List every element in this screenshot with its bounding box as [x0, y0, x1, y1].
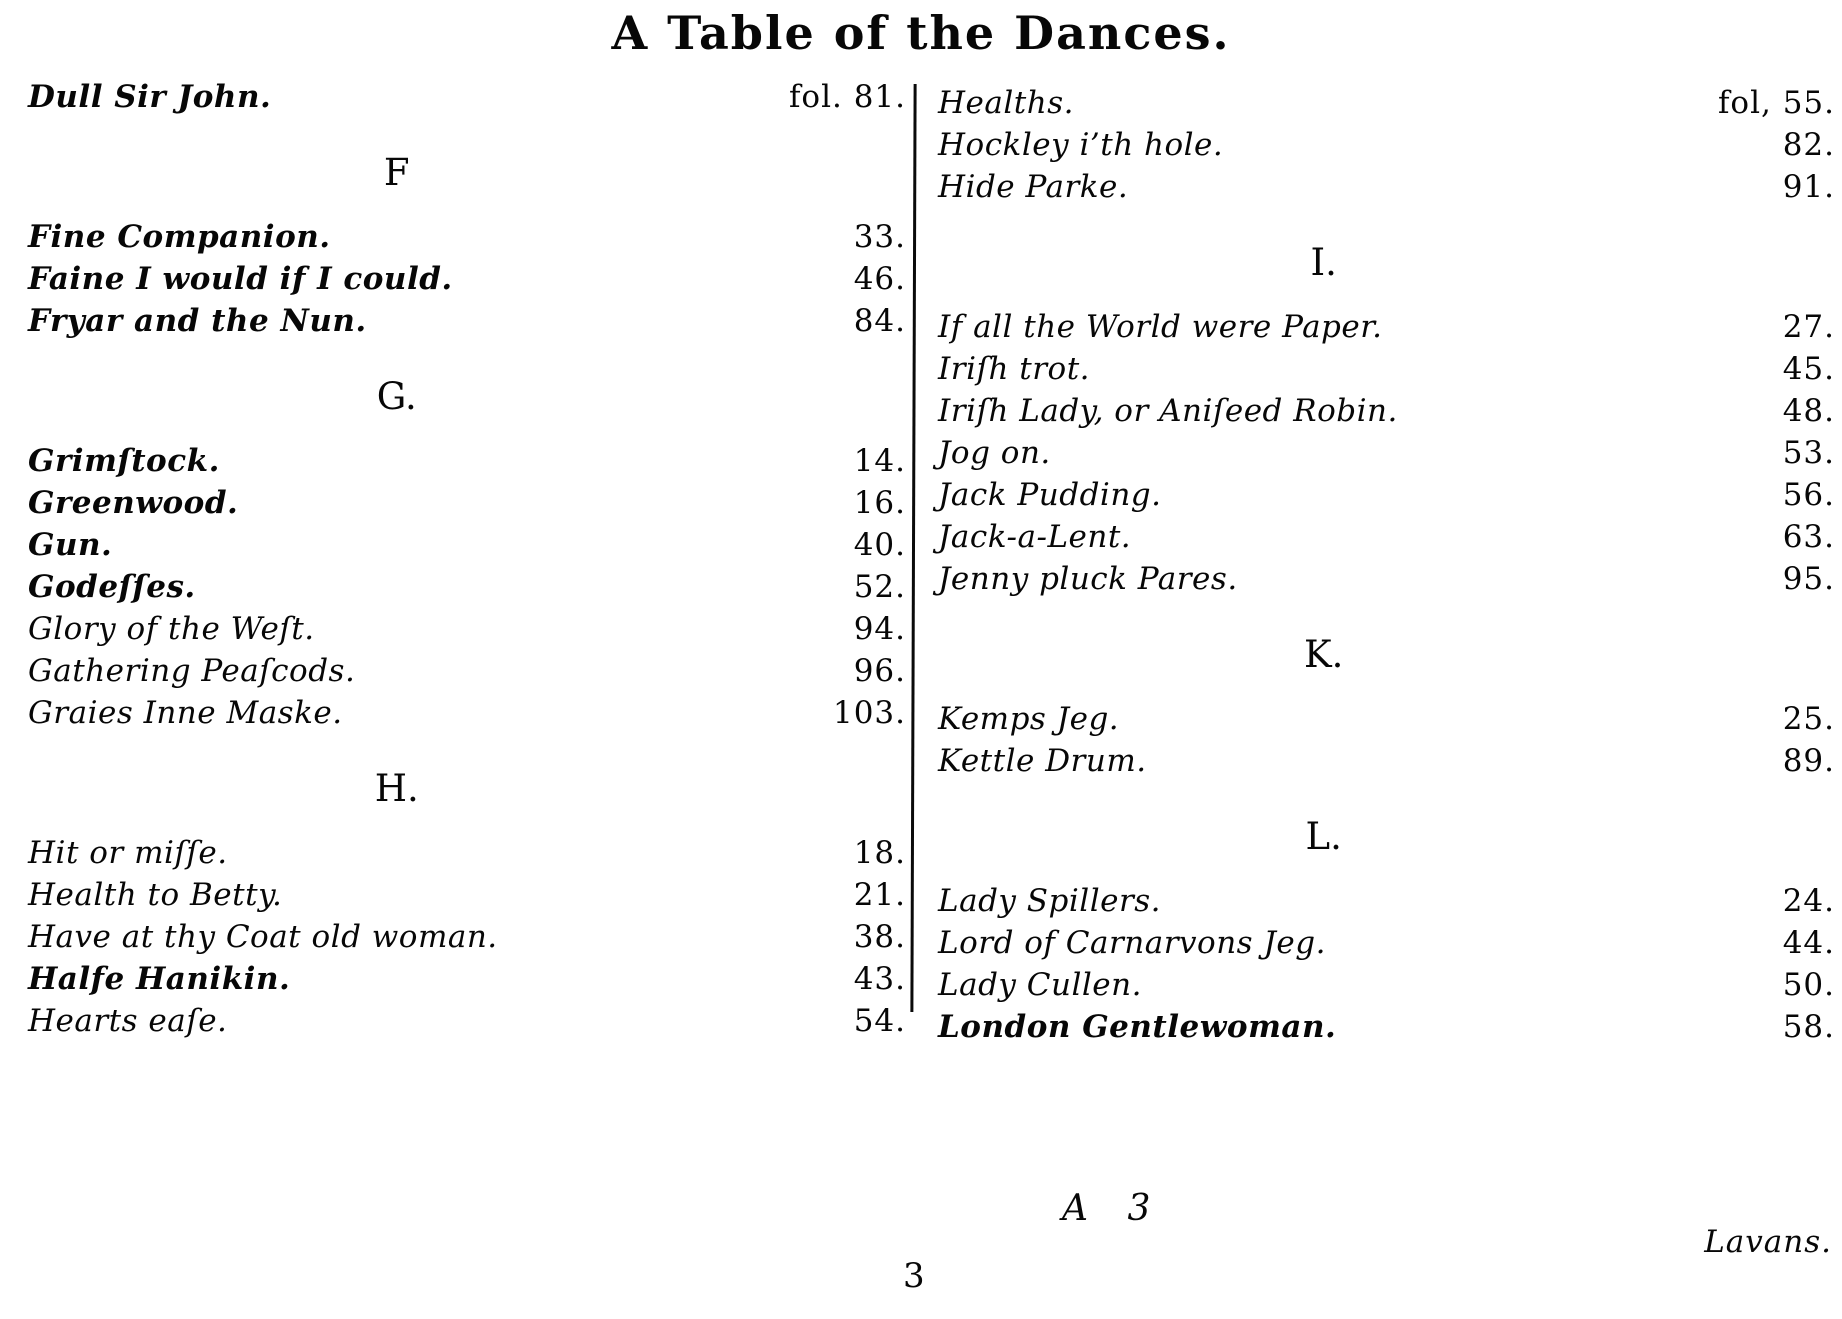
table-row	[28, 258, 906, 300]
dance-name: Jack Pudding.	[938, 477, 1162, 513]
dance-name: Hide Parke.	[938, 169, 1129, 205]
table-row	[938, 124, 1835, 166]
table-row	[28, 650, 906, 692]
dance-name: If all the World were Paper.	[938, 309, 1383, 345]
dance-name: Iriſh Lady, or Aniſeed Robin.	[938, 393, 1398, 429]
catchword: Lavans.	[1704, 1224, 1832, 1260]
left-column	[28, 70, 906, 1042]
section-letter: L.	[1305, 815, 1342, 858]
table-row	[938, 432, 1835, 474]
folio-number: 14.	[853, 443, 906, 479]
folio-number: 40.	[853, 527, 906, 563]
dance-name: Healths.	[938, 85, 1074, 121]
folio-number: 24.	[1782, 883, 1835, 919]
dance-name: Hearts eaſe.	[28, 1003, 228, 1039]
dance-name: Jog on.	[938, 435, 1051, 471]
folio-number: 45.	[1782, 351, 1835, 387]
table-row	[938, 348, 1835, 390]
table-row	[28, 832, 906, 874]
dance-name: Kemps Jeg.	[938, 701, 1120, 737]
folio-number: 82.	[1782, 127, 1835, 163]
table-row	[28, 608, 906, 650]
dance-name: Faine I would if I could.	[28, 261, 453, 297]
table-row	[938, 698, 1835, 740]
folio-number: 25.	[1782, 701, 1835, 737]
table-row	[28, 566, 906, 608]
section-letter: K.	[1304, 633, 1344, 676]
folio-number: 95.	[1782, 561, 1835, 597]
folio-number: 96.	[853, 653, 906, 689]
folio-number: 89.	[1782, 743, 1835, 779]
dance-name: Lady Spillers.	[938, 883, 1162, 919]
page-number: 3	[903, 1256, 925, 1296]
right-column	[938, 70, 1835, 1048]
folio-number: 16.	[853, 485, 906, 521]
folio-number: 94.	[853, 611, 906, 647]
folio-number: 91.	[1782, 169, 1835, 205]
section-letter: I.	[1310, 241, 1337, 284]
folio-number: 54.	[853, 1003, 906, 1039]
folio-number: 53.	[1782, 435, 1835, 471]
table-row	[938, 922, 1835, 964]
page-title: A Table of the Dances.	[611, 6, 1231, 60]
table-row	[28, 440, 906, 482]
table-row	[28, 482, 906, 524]
table-row	[28, 916, 906, 958]
table-row	[28, 958, 906, 1000]
dance-name: Dull Sir John.	[28, 79, 272, 115]
table-row	[938, 740, 1835, 782]
dance-name: Lady Cullen.	[938, 967, 1142, 1003]
folio-number: 27.	[1782, 309, 1835, 345]
folio-number: 48.	[1782, 393, 1835, 429]
dance-name: Halfe Hanikin.	[28, 961, 291, 997]
dance-name: Hockley i’th hole.	[938, 127, 1224, 163]
table-row	[938, 516, 1835, 558]
dance-name: Iriſh trot.	[938, 351, 1091, 387]
table-row	[938, 390, 1835, 432]
dance-name: Fryar and the Nun.	[28, 303, 367, 339]
dance-name: Grimſtock.	[28, 443, 220, 479]
folio-number: 56.	[1782, 477, 1835, 513]
table-row	[938, 880, 1835, 922]
folio-number: 43.	[853, 961, 906, 997]
dance-name: Graies Inne Maske.	[28, 695, 343, 731]
dance-name: Glory of the Weſt.	[28, 611, 315, 647]
folio-number: 63.	[1782, 519, 1835, 555]
dance-name: Godeſſes.	[28, 569, 196, 605]
column-divider-rule	[910, 84, 916, 1012]
table-row	[28, 524, 906, 566]
folio-number: 46.	[853, 261, 906, 297]
table-row	[938, 82, 1835, 124]
folio-number: 44.	[1782, 925, 1835, 961]
table-row	[28, 874, 906, 916]
dance-name: Jenny pluck Pares.	[938, 561, 1238, 597]
folio-number: 21.	[853, 877, 906, 913]
table-row	[938, 964, 1835, 1006]
dance-name: Kettle Drum.	[938, 743, 1147, 779]
section-letter: F	[383, 151, 410, 194]
table-row	[938, 306, 1835, 348]
folio-number: 18.	[853, 835, 906, 871]
table-row	[938, 558, 1835, 600]
table-row	[938, 1006, 1835, 1048]
folio-number: 58.	[1782, 1009, 1835, 1045]
folio-number: fol, 55.	[1717, 85, 1835, 121]
folio-number: 38.	[853, 919, 906, 955]
dance-name: Gathering Peaſcods.	[28, 653, 356, 689]
dance-name: Health to Betty.	[28, 877, 283, 913]
table-row	[938, 166, 1835, 208]
folio-number: 50.	[1782, 967, 1835, 1003]
folio-number: fol. 81.	[788, 79, 906, 115]
dance-name: Greenwood.	[28, 485, 239, 521]
table-row	[28, 1000, 906, 1042]
dance-name: London Gentlewoman.	[938, 1009, 1337, 1045]
dance-name: Gun.	[28, 527, 113, 563]
folio-number: 103.	[832, 695, 906, 731]
signature-mark: A 3	[1062, 1188, 1165, 1229]
dance-name: Jack-a-Lent.	[938, 519, 1132, 555]
folio-number: 84.	[853, 303, 906, 339]
dance-name: Hit or miſſe.	[28, 835, 228, 871]
table-row	[938, 474, 1835, 516]
folio-number: 52.	[853, 569, 906, 605]
table-row	[28, 692, 906, 734]
folio-number: 33.	[853, 219, 906, 255]
section-letter: G.	[376, 375, 417, 418]
table-row	[28, 216, 906, 258]
dance-name: Have at thy Coat old woman.	[28, 919, 498, 955]
section-letter: H.	[374, 767, 419, 810]
table-row	[28, 300, 906, 342]
dance-name: Fine Companion.	[28, 219, 331, 255]
dance-name: Lord of Carnarvons Jeg.	[938, 925, 1326, 961]
table-row	[28, 76, 906, 118]
